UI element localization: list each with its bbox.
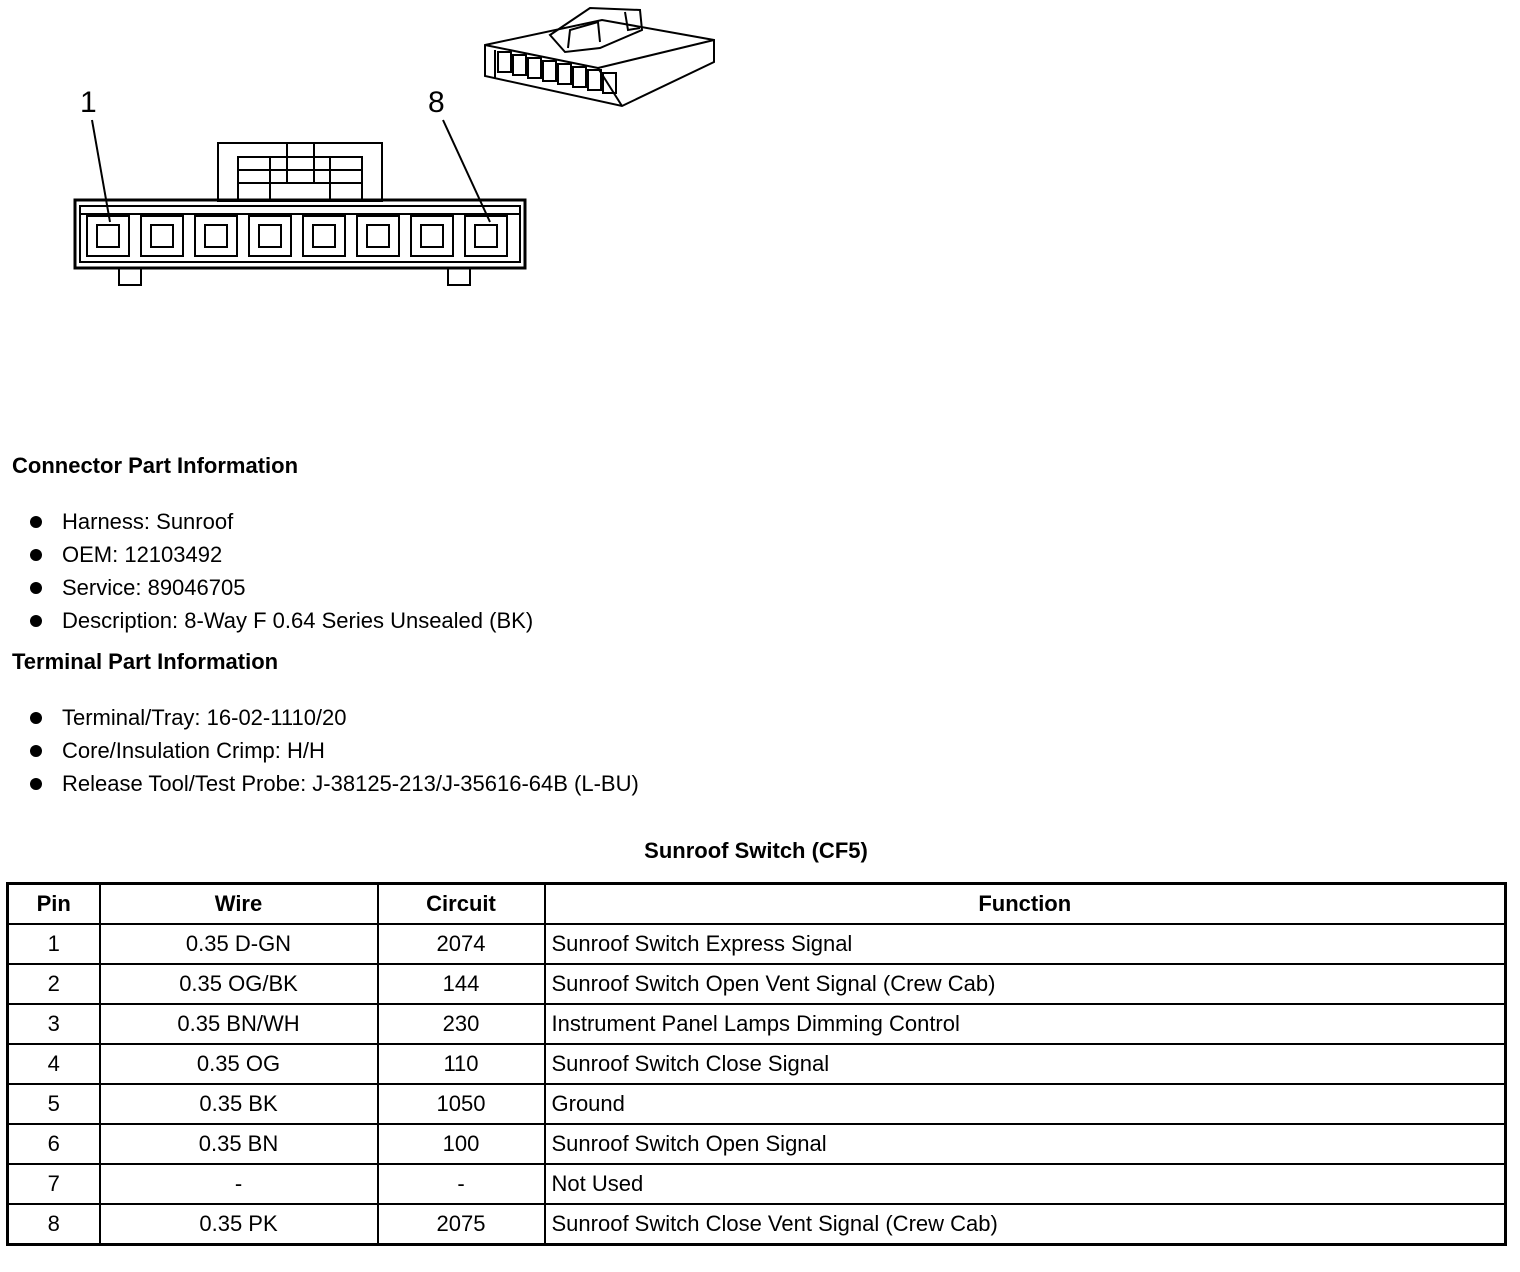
cell-circuit: 2075 <box>378 1204 545 1245</box>
cell-pin: 3 <box>8 1004 100 1044</box>
pin-cavity <box>357 216 399 256</box>
cell-wire: 0.35 PK <box>100 1204 378 1245</box>
table-header-row <box>8 884 1506 925</box>
cell-function: Sunroof Switch Close Signal <box>545 1044 1506 1084</box>
cell-pin: 1 <box>8 924 100 964</box>
cell-wire: - <box>100 1164 378 1204</box>
cell-wire: 0.35 BN/WH <box>100 1004 378 1044</box>
list-item: OEM: 12103492 <box>30 538 533 571</box>
header-circuit: Circuit <box>378 884 545 925</box>
cell-circuit: 100 <box>378 1124 545 1164</box>
callout-pin-8: 8 <box>428 86 445 119</box>
cell-pin: 7 <box>8 1164 100 1204</box>
connector-diagram <box>0 0 760 300</box>
header-function: Function <box>545 884 1506 925</box>
callout-pin-1: 1 <box>80 86 97 119</box>
cell-function: Sunroof Switch Open Signal <box>545 1124 1506 1164</box>
cell-wire: 0.35 BK <box>100 1084 378 1124</box>
cell-pin: 5 <box>8 1084 100 1124</box>
table-title: Sunroof Switch (CF5) <box>644 838 868 863</box>
bullet-icon <box>30 745 42 757</box>
pin-cavity <box>465 216 507 256</box>
cell-function: Ground <box>545 1084 1506 1124</box>
cell-function: Sunroof Switch Close Vent Signal (Crew Cab) <box>545 1204 1506 1245</box>
connector-part-info-heading: Connector Part Information <box>12 453 299 478</box>
connector-part-info-list <box>30 505 533 637</box>
pin-cavity <box>141 216 183 256</box>
table-row <box>8 1004 1506 1044</box>
list-item: Description: 8-Way F 0.64 Series Unsealed (BK) <box>30 604 533 637</box>
list-item: Service: 89046705 <box>30 571 533 604</box>
list-item: Terminal/Tray: 16-02-1110/20 <box>30 701 639 734</box>
header-pin: Pin <box>8 884 100 925</box>
table-row <box>8 1124 1506 1164</box>
cell-function: Sunroof Switch Express Signal <box>545 924 1506 964</box>
terminal-part-info-list <box>30 701 639 800</box>
cell-wire: 0.35 D-GN <box>100 924 378 964</box>
header-wire: Wire <box>100 884 378 925</box>
list-item: Release Tool/Test Probe: J-38125-213/J-35616-64B (L-BU) <box>30 767 639 800</box>
cell-function: Instrument Panel Lamps Dimming Control <box>545 1004 1506 1044</box>
pin-cavities <box>87 216 507 256</box>
table-row <box>8 1044 1506 1084</box>
pinout-table <box>6 882 1507 1246</box>
bullet-icon <box>30 615 42 627</box>
bullet-icon <box>30 778 42 790</box>
cell-circuit: 110 <box>378 1044 545 1084</box>
cell-circuit: 1050 <box>378 1084 545 1124</box>
cell-wire: 0.35 OG <box>100 1044 378 1084</box>
cell-circuit: 230 <box>378 1004 545 1044</box>
table-row <box>8 1084 1506 1124</box>
cell-function: Sunroof Switch Open Vent Signal (Crew Cab) <box>545 964 1506 1004</box>
bullet-icon <box>30 712 42 724</box>
pin-cavity <box>87 216 129 256</box>
bullet-icon <box>30 582 42 594</box>
bullet-icon <box>30 549 42 561</box>
pin-cavity <box>249 216 291 256</box>
cell-circuit: - <box>378 1164 545 1204</box>
connector-isometric-view <box>485 8 714 106</box>
table-row <box>8 1204 1506 1245</box>
cell-function: Not Used <box>545 1164 1506 1204</box>
cell-circuit: 2074 <box>378 924 545 964</box>
list-item: Harness: Sunroof <box>30 505 533 538</box>
pin-cavity <box>411 216 453 256</box>
list-item: Core/Insulation Crimp: H/H <box>30 734 639 767</box>
terminal-part-info-heading: Terminal Part Information <box>12 649 279 674</box>
table-row <box>8 924 1506 964</box>
cell-pin: 4 <box>8 1044 100 1084</box>
cell-pin: 8 <box>8 1204 100 1245</box>
table-row <box>8 1164 1506 1204</box>
cell-wire: 0.35 OG/BK <box>100 964 378 1004</box>
bullet-icon <box>30 516 42 528</box>
pin-cavity <box>195 216 237 256</box>
connector-face-view <box>75 120 525 285</box>
table-row <box>8 964 1506 1004</box>
pin-cavity <box>303 216 345 256</box>
cell-wire: 0.35 BN <box>100 1124 378 1164</box>
cell-pin: 6 <box>8 1124 100 1164</box>
cell-pin: 2 <box>8 964 100 1004</box>
cell-circuit: 144 <box>378 964 545 1004</box>
